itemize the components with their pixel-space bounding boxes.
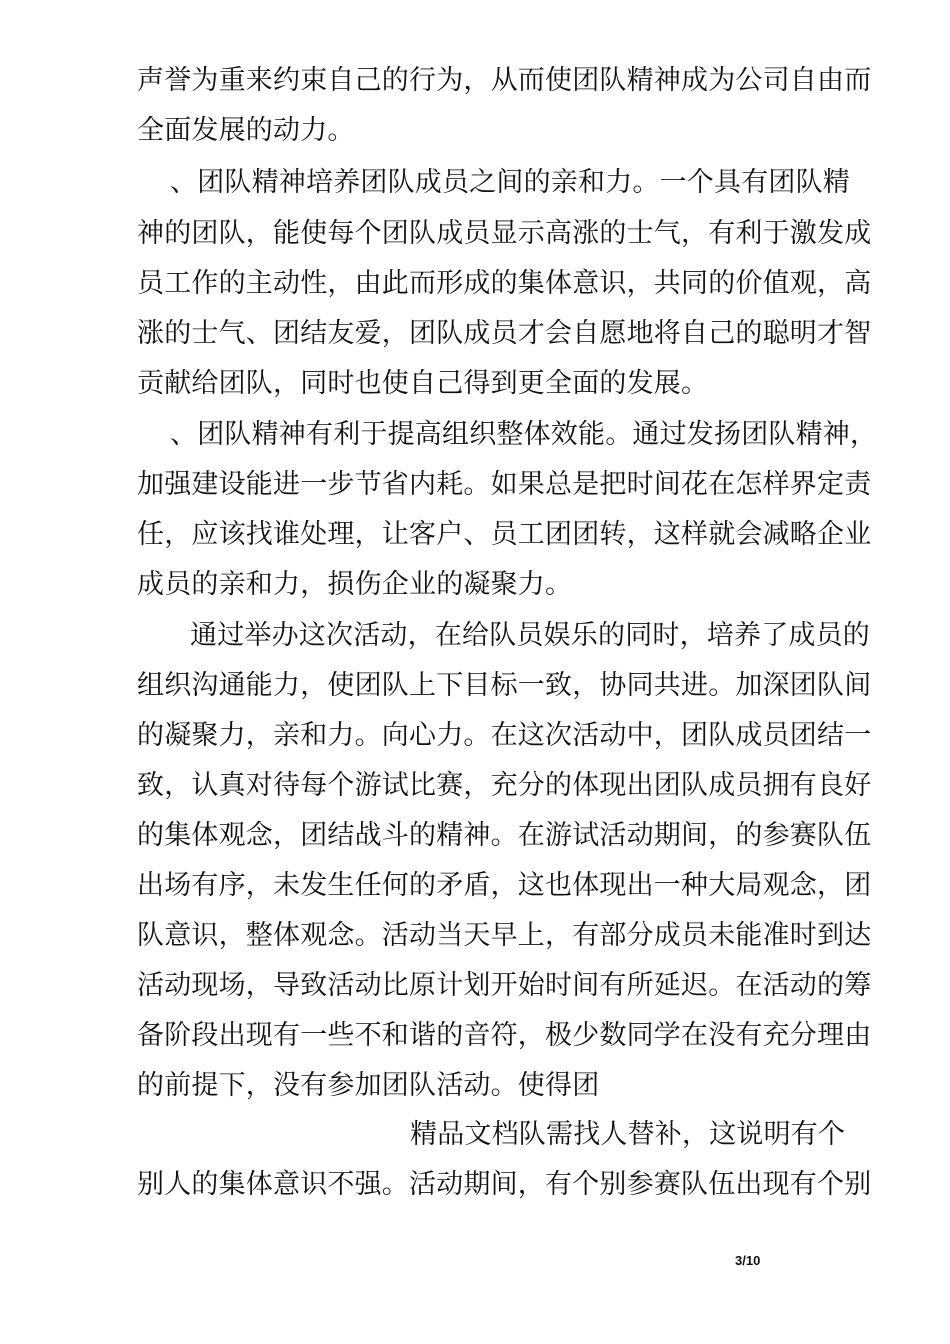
- text-line: 备阶段出现有一些不和谐的音符，极少数同学在没有充分理由: [137, 1020, 872, 1051]
- text-line: 神的团队，能使每个团队成员显示高涨的士气，有利于激发成: [137, 218, 872, 249]
- text-line: 声誉为重来约束自己的行为，从而使团队精神成为公司自由而: [137, 65, 872, 96]
- text-line: 别人的集体意识不强。活动期间，有个别参赛队伍出现有个别: [137, 1169, 872, 1200]
- text-line: 员工作的主动性，由此而形成的集体意识，共同的价值观，高: [137, 268, 872, 299]
- text-line: 任，应该找谁处理，让客户、员工团团转，这样就会减略企业: [137, 519, 872, 550]
- text-line: 涨的士气、团结友爱，团队成员才会自愿地将自己的聪明才智: [137, 318, 872, 349]
- text-line: 成员的亲和力，损伤企业的凝聚力。: [137, 569, 573, 600]
- text-line: 的集体观念，团结战斗的精神。在游试活动期间，的参赛队伍: [137, 820, 872, 851]
- text-line: 、团队精神有利于提高组织整体效能。通过发扬团队精神，: [170, 419, 878, 450]
- text-line: 队意识，整体观念。活动当天早上，有部分成员未能准时到达: [137, 920, 872, 951]
- text-line: 精品文档队需找人替补，这说明有个: [410, 1119, 846, 1150]
- text-line: 的凝聚力，亲和力。向心力。在这次活动中，团队成员团结一: [137, 720, 872, 751]
- text-line: 组织沟通能力，使团队上下目标一致，协同共进。加深团队间: [137, 670, 872, 701]
- text-line: 出场有序，未发生任何的矛盾，这也体现出一种大局观念，团: [137, 870, 872, 901]
- text-line: 贡献给团队，同时也使自己得到更全面的发展。: [137, 368, 709, 399]
- text-line: 的前提下，没有参加团队活动。使得团: [137, 1070, 600, 1101]
- page-number: 3/10: [735, 1253, 761, 1268]
- text-line: 致，认真对待每个游试比赛，充分的体现出团队成员拥有良好: [137, 770, 872, 801]
- text-line: 活动现场，导致活动比原计划开始时间有所延迟。在活动的筹: [137, 970, 872, 1001]
- text-line: 加强建设能进一步节省内耗。如果总是把时间花在怎样界定责: [137, 469, 872, 500]
- text-line: 全面发展的动力。: [137, 115, 355, 146]
- text-line: 通过举办这次活动，在给队员娱乐的同时，培养了成员的: [190, 620, 870, 651]
- text-line: 、团队精神培养团队成员之间的亲和力。一个具有团队精: [170, 167, 850, 198]
